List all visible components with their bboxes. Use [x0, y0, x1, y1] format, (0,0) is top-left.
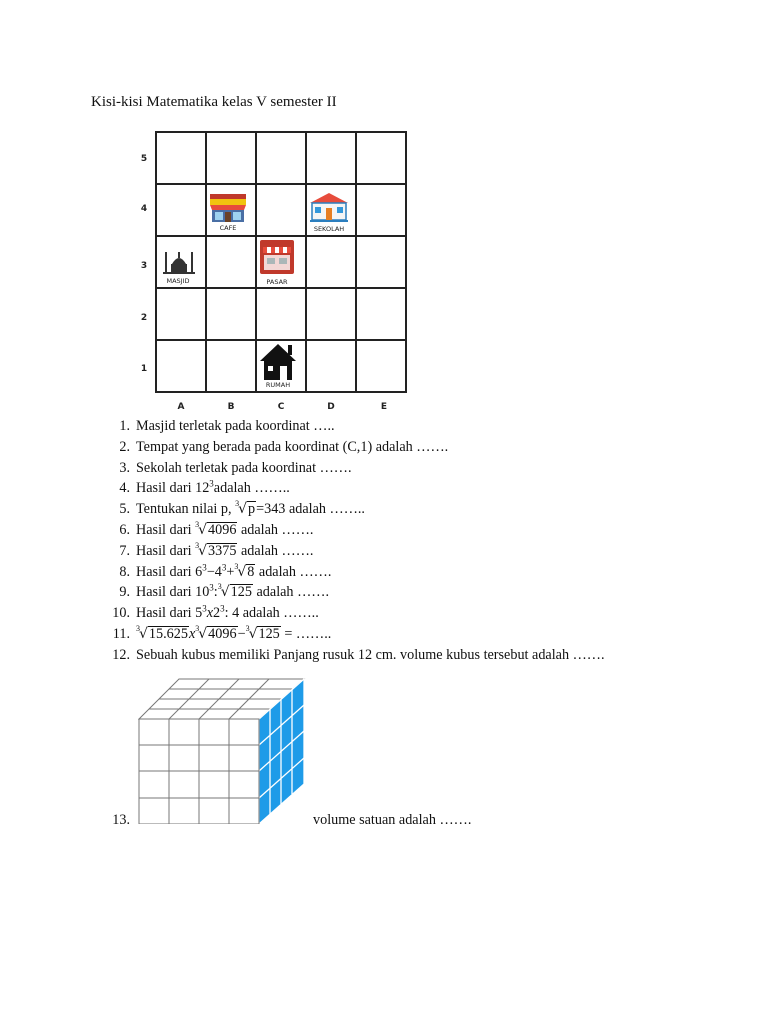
question-3: 3. Sekolah terletak pada koordinat …….	[119, 459, 352, 476]
question-4: 4. Hasil dari $12^3adalah$ ……..	[119, 478, 290, 497]
cube-root: $^3$√125	[245, 623, 280, 642]
y-label-5: 5	[140, 154, 148, 164]
x-label-d: D	[327, 402, 335, 412]
y-label-1: 1	[140, 364, 148, 374]
question-12: 12. Sebuah kubus memiliki Panjang rusuk 12 cm. volume kubus tersebut adalah …….	[112, 646, 605, 663]
question-6: 6. Hasil dari $^3$√4096 adalah …….	[91, 520, 711, 541]
house-icon	[260, 344, 296, 380]
cube-root: $^3$√15.625	[136, 623, 188, 642]
question-11: 11. $^3√15.625x^3√4096-^3√125$ = ……..	[91, 624, 711, 645]
question-7: 7. Hasil dari $^3$√3375 adalah …….	[91, 541, 711, 562]
x-label-b: B	[227, 402, 235, 412]
unit-cube-figure	[138, 674, 310, 824]
cube-root: $^3$√125	[217, 582, 252, 601]
question-list	[91, 416, 711, 666]
y-label-4: 4	[140, 204, 148, 214]
cube-root: $^3$√8	[234, 561, 255, 580]
x-label-c: C	[277, 402, 285, 412]
question-13: 13.	[112, 812, 130, 828]
page-title: Kisi-kisi Matematika kelas V semester II	[91, 94, 337, 110]
question-2: 2. Tempat yang berada pada koordinat (C,1) adalah …….	[119, 438, 449, 455]
mosque-icon	[163, 252, 195, 274]
x-label-e: E	[380, 402, 388, 412]
cube-root: $^3$√4096	[195, 519, 237, 538]
sekolah-label: SEKOLAH	[313, 225, 345, 233]
question-9: 9. Hasil dari $10^3:^3√125$ adalah …….	[91, 582, 711, 603]
question-8: 8. Hasil dari $6^3-4^3+^3√8$ adalah …….	[91, 562, 711, 583]
question-1: 1. Masjid terletak pada koordinat …..	[119, 418, 335, 434]
cafe-label: CAFE	[219, 224, 237, 232]
question-5: 5. Tentukan nilai p, $^3$√p=343 adalah ……..	[91, 499, 711, 520]
cube-root: $^3$√4096	[195, 623, 237, 642]
question-13-text: volume satuan adalah …….	[313, 812, 472, 828]
pasar-label: PASAR	[266, 278, 288, 286]
school-icon	[310, 193, 348, 222]
coordinate-grid	[130, 128, 415, 418]
cube-root: $^3$√3375	[195, 540, 237, 559]
market-icon	[260, 240, 294, 274]
rumah-label: RUMAH	[265, 381, 291, 389]
x-label-a: A	[177, 402, 185, 412]
masjid-label: MASJID	[166, 277, 190, 285]
y-label-2: 2	[140, 313, 148, 323]
cafe-icon	[210, 194, 246, 222]
cube-root: $^3$√p	[235, 499, 256, 518]
question-10: 10. Hasil dari $5^3x2^3$: 4 adalah ……..	[112, 603, 319, 622]
y-label-3: 3	[140, 261, 148, 271]
